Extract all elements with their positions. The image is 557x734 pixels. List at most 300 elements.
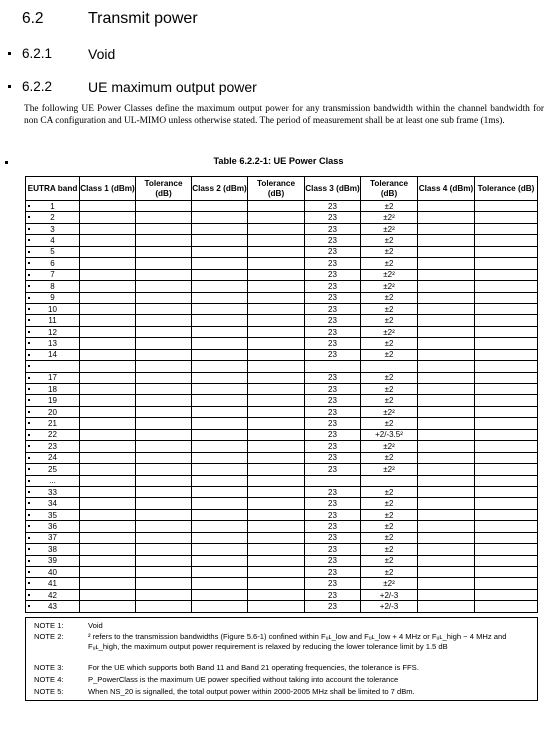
table-row xyxy=(26,395,538,406)
table-cell xyxy=(136,589,192,600)
table-cell: 23 xyxy=(305,464,361,475)
band-cell: 43 xyxy=(26,601,80,612)
table-cell: ±2² xyxy=(361,281,418,292)
band-cell: 11 xyxy=(26,315,80,326)
table-cell xyxy=(475,246,538,257)
band-cell: 2 xyxy=(26,212,80,223)
table-cell: ±2 xyxy=(361,509,418,520)
table-cell xyxy=(475,589,538,600)
table-cell xyxy=(136,567,192,578)
table-cell: ±2 xyxy=(361,292,418,303)
note-text: Void xyxy=(88,621,103,630)
power-class-table xyxy=(25,176,538,613)
table-cell: ±2 xyxy=(361,235,418,246)
note-text: For the UE which supports both Band 11 and Band 21 operating frequencies, the tolerance is FFS. xyxy=(88,663,419,672)
band-cell: 34 xyxy=(26,498,80,509)
table-cell xyxy=(192,429,248,440)
table-cell xyxy=(418,532,475,543)
band-cell: 42 xyxy=(26,589,80,600)
table-cell xyxy=(305,361,361,372)
table-cell xyxy=(136,361,192,372)
table-cell xyxy=(475,201,538,212)
table-cell xyxy=(80,521,136,532)
table-cell xyxy=(248,326,305,337)
band-cell: 12 xyxy=(26,326,80,337)
table-cell xyxy=(248,486,305,497)
table-cell xyxy=(248,441,305,452)
table-row xyxy=(26,372,538,383)
table-cell xyxy=(418,326,475,337)
band-cell: 24 xyxy=(26,452,80,463)
table-cell xyxy=(475,544,538,555)
table-cell: ±2² xyxy=(361,223,418,234)
table-row xyxy=(26,429,538,440)
table-cell xyxy=(192,578,248,589)
table-cell xyxy=(192,361,248,372)
table-cell xyxy=(248,532,305,543)
table-cell: ±2² xyxy=(361,578,418,589)
table-cell xyxy=(418,258,475,269)
note-text: When NS_20 is signalled, the total output power within 2000-2005 MHz shall be limited to 7 dBm. xyxy=(88,687,415,696)
table-cell xyxy=(136,521,192,532)
table-cell xyxy=(80,532,136,543)
table-cell xyxy=(475,269,538,280)
table-row xyxy=(26,406,538,417)
table-cell: ±2² xyxy=(361,441,418,452)
table-caption: Table 6.2.2-1: UE Power Class xyxy=(213,156,344,166)
table-row xyxy=(26,201,538,212)
table-cell xyxy=(248,303,305,314)
band-cell: 37 xyxy=(26,532,80,543)
table-row xyxy=(26,338,538,349)
table-cell xyxy=(475,532,538,543)
table-cell xyxy=(361,361,418,372)
table-cell: 23 xyxy=(305,452,361,463)
table-cell xyxy=(80,601,136,612)
table-cell: 23 xyxy=(305,338,361,349)
table-cell: 23 xyxy=(305,303,361,314)
table-cell xyxy=(248,498,305,509)
table-cell: ±2² xyxy=(361,326,418,337)
table-cell xyxy=(136,201,192,212)
band-cell: 38 xyxy=(26,544,80,555)
band-cell: 33 xyxy=(26,486,80,497)
table-cell xyxy=(475,486,538,497)
table-cell xyxy=(80,464,136,475)
table-cell xyxy=(80,578,136,589)
table-cell xyxy=(475,372,538,383)
table-cell xyxy=(136,395,192,406)
table-cell: 23 xyxy=(305,372,361,383)
table-cell: 23 xyxy=(305,349,361,360)
table-cell: 23 xyxy=(305,555,361,566)
table-cell xyxy=(475,498,538,509)
table-cell xyxy=(475,521,538,532)
table-cell xyxy=(418,567,475,578)
table-cell xyxy=(248,509,305,520)
table-cell xyxy=(418,521,475,532)
table-cell xyxy=(248,418,305,429)
table-cell xyxy=(80,395,136,406)
band-cell: 7 xyxy=(26,269,80,280)
table-cell: 23 xyxy=(305,258,361,269)
table-cell: ±2 xyxy=(361,303,418,314)
table-row xyxy=(26,441,538,452)
heading-title: Transmit power xyxy=(88,10,198,27)
table-cell xyxy=(80,349,136,360)
table-cell: 23 xyxy=(305,509,361,520)
table-cell xyxy=(248,429,305,440)
table-cell xyxy=(418,281,475,292)
band-cell: 4 xyxy=(26,235,80,246)
table-cell xyxy=(248,349,305,360)
band-cell: 40 xyxy=(26,567,80,578)
table-cell xyxy=(418,555,475,566)
heading-number: 6.2 xyxy=(22,10,44,27)
table-cell xyxy=(80,509,136,520)
table-cell xyxy=(418,338,475,349)
band-cell: 10 xyxy=(26,303,80,314)
table-cell: ±2² xyxy=(361,464,418,475)
table-cell: +2/-3 xyxy=(361,601,418,612)
table-cell: ±2 xyxy=(361,418,418,429)
table-cell: 23 xyxy=(305,384,361,395)
table-cell xyxy=(136,486,192,497)
column-header: EUTRA band xyxy=(26,177,80,201)
column-header: Class 2 (dBm) xyxy=(192,177,248,201)
table-cell xyxy=(136,372,192,383)
note-text: ² refers to the transmission bandwidths (Figure 5.6-1) confined within Fᵤʟ_low and Fᵤʟ_low + 4 MHz or Fᵤʟ_high − 4 MHz and Fᵤʟ_high, the maximum output power requirement is relaxed by reducing the lower tolerance limit by 1.5 dB xyxy=(88,632,507,651)
table-cell: ±2 xyxy=(361,544,418,555)
table-cell xyxy=(192,464,248,475)
table-cell xyxy=(248,544,305,555)
table-cell xyxy=(192,418,248,429)
table-cell xyxy=(418,235,475,246)
band-cell: 39 xyxy=(26,555,80,566)
table-cell xyxy=(418,498,475,509)
table-cell xyxy=(475,578,538,589)
table-cell: 23 xyxy=(305,223,361,234)
column-header: Class 1 (dBm) xyxy=(80,177,136,201)
band-cell: 1 xyxy=(26,201,80,212)
table-cell xyxy=(418,395,475,406)
table-cell: ±2 xyxy=(361,521,418,532)
table-cell: ±2 xyxy=(361,246,418,257)
column-header: Class 3 (dBm) xyxy=(305,177,361,201)
table-row xyxy=(26,384,538,395)
table-cell xyxy=(192,201,248,212)
table-row xyxy=(26,544,538,555)
table-cell xyxy=(192,406,248,417)
table-cell: ±2 xyxy=(361,486,418,497)
table-cell xyxy=(248,246,305,257)
paragraph-mark xyxy=(8,52,11,55)
table-cell: 23 xyxy=(305,406,361,417)
table-cell xyxy=(361,475,418,486)
table-cell xyxy=(418,418,475,429)
table-cell xyxy=(192,475,248,486)
band-cell: 35 xyxy=(26,509,80,520)
table-cell: 23 xyxy=(305,315,361,326)
table-cell xyxy=(248,269,305,280)
band-cell: 22 xyxy=(26,429,80,440)
table-row xyxy=(26,315,538,326)
table-cell xyxy=(192,315,248,326)
table-cell xyxy=(192,601,248,612)
table-cell xyxy=(475,258,538,269)
table-cell xyxy=(248,589,305,600)
table-cell xyxy=(136,418,192,429)
table-cell xyxy=(192,326,248,337)
band-cell: ... xyxy=(26,475,80,486)
table-cell xyxy=(475,338,538,349)
table-cell xyxy=(80,589,136,600)
band-cell: 23 xyxy=(26,441,80,452)
table-cell xyxy=(80,555,136,566)
table-cell: 23 xyxy=(305,395,361,406)
paragraph-mark xyxy=(8,85,11,88)
table-cell: ±2² xyxy=(361,212,418,223)
column-header: Tolerance (dB) xyxy=(361,177,418,201)
table-cell xyxy=(136,246,192,257)
table-row xyxy=(26,212,538,223)
table-cell xyxy=(248,395,305,406)
table-cell xyxy=(80,498,136,509)
table-cell xyxy=(418,361,475,372)
table-cell xyxy=(418,429,475,440)
table-cell xyxy=(192,223,248,234)
heading-title: UE maximum output power xyxy=(88,79,257,95)
table-cell xyxy=(80,486,136,497)
table-cell: 23 xyxy=(305,269,361,280)
table-cell xyxy=(80,372,136,383)
table-cell xyxy=(475,601,538,612)
table-cell: ±2 xyxy=(361,349,418,360)
table-cell xyxy=(248,201,305,212)
table-cell xyxy=(248,601,305,612)
table-cell xyxy=(248,521,305,532)
table-cell: ±2 xyxy=(361,315,418,326)
table-body xyxy=(26,201,538,613)
band-cell: 3 xyxy=(26,223,80,234)
table-row xyxy=(26,292,538,303)
band-cell: 36 xyxy=(26,521,80,532)
band-cell: 41 xyxy=(26,578,80,589)
table-cell xyxy=(248,281,305,292)
table-cell: 23 xyxy=(305,418,361,429)
table-cell xyxy=(475,555,538,566)
table-cell xyxy=(192,303,248,314)
table-row xyxy=(26,258,538,269)
table-cell xyxy=(136,464,192,475)
table-cell xyxy=(192,338,248,349)
table-cell xyxy=(418,303,475,314)
table-cell xyxy=(418,372,475,383)
table-cell xyxy=(136,281,192,292)
table-cell xyxy=(80,201,136,212)
table-cell xyxy=(418,212,475,223)
table-cell xyxy=(192,235,248,246)
table-cell xyxy=(192,521,248,532)
table-cell: 23 xyxy=(305,578,361,589)
table-cell xyxy=(475,509,538,520)
table-cell xyxy=(475,452,538,463)
heading-number: 6.2.1 xyxy=(22,46,53,61)
table-row xyxy=(26,269,538,280)
table-cell: ±2 xyxy=(361,384,418,395)
table-cell xyxy=(136,292,192,303)
table-cell xyxy=(80,292,136,303)
table-cell xyxy=(192,589,248,600)
table-cell xyxy=(136,452,192,463)
table-cell xyxy=(475,212,538,223)
table-row xyxy=(26,601,538,612)
heading-title: Void xyxy=(88,46,116,62)
table-cell xyxy=(80,418,136,429)
table-cell xyxy=(418,589,475,600)
heading-number: 6.2.2 xyxy=(22,79,53,94)
table-row xyxy=(26,578,538,589)
note-label: NOTE 4: xyxy=(34,675,64,684)
table-cell xyxy=(136,498,192,509)
table-cell xyxy=(475,315,538,326)
table-cell xyxy=(80,326,136,337)
table-cell xyxy=(418,406,475,417)
band-cell: 8 xyxy=(26,281,80,292)
table-cell xyxy=(80,452,136,463)
column-header: Class 4 (dBm) xyxy=(418,177,475,201)
table-cell xyxy=(80,315,136,326)
table-cell: +2/-3.5² xyxy=(361,429,418,440)
table-cell xyxy=(136,578,192,589)
table-cell xyxy=(136,315,192,326)
table-cell xyxy=(418,315,475,326)
table-cell xyxy=(475,418,538,429)
table-cell xyxy=(136,384,192,395)
table-cell xyxy=(418,464,475,475)
table-cell xyxy=(136,326,192,337)
band-cell: 19 xyxy=(26,395,80,406)
table-cell xyxy=(418,441,475,452)
table-cell: ±2 xyxy=(361,338,418,349)
table-cell xyxy=(192,292,248,303)
table-cell xyxy=(248,292,305,303)
table-cell xyxy=(136,555,192,566)
table-cell xyxy=(475,349,538,360)
band-cell: 5 xyxy=(26,246,80,257)
table-cell: ±2 xyxy=(361,452,418,463)
table-row xyxy=(26,246,538,257)
table-cell xyxy=(80,406,136,417)
table-cell xyxy=(136,406,192,417)
table-cell xyxy=(136,349,192,360)
table-row xyxy=(26,509,538,520)
table-cell xyxy=(192,498,248,509)
table-cell xyxy=(80,246,136,257)
table-cell xyxy=(248,406,305,417)
notes-box xyxy=(25,617,538,701)
table-cell xyxy=(418,223,475,234)
table-cell xyxy=(136,544,192,555)
table-cell xyxy=(80,361,136,372)
table-cell xyxy=(192,269,248,280)
band-cell: 25 xyxy=(26,464,80,475)
table-cell xyxy=(248,475,305,486)
table-cell: ±2 xyxy=(361,532,418,543)
table-cell xyxy=(475,429,538,440)
band-cell: 20 xyxy=(26,406,80,417)
table-cell xyxy=(80,567,136,578)
note-label: NOTE 2: xyxy=(34,632,64,641)
table-row xyxy=(26,498,538,509)
table-cell: ±2 xyxy=(361,555,418,566)
table-cell xyxy=(475,223,538,234)
band-cell: 18 xyxy=(26,384,80,395)
table-cell xyxy=(192,486,248,497)
table-row xyxy=(26,223,538,234)
table-cell xyxy=(80,269,136,280)
table-row xyxy=(26,235,538,246)
table-cell: ±2 xyxy=(361,567,418,578)
table-cell xyxy=(136,509,192,520)
table-cell xyxy=(418,201,475,212)
table-cell xyxy=(80,223,136,234)
table-cell xyxy=(475,292,538,303)
table-cell: 23 xyxy=(305,429,361,440)
table-cell: ±2 xyxy=(361,201,418,212)
table-cell: 23 xyxy=(305,212,361,223)
table-cell xyxy=(136,475,192,486)
table-row xyxy=(26,418,538,429)
table-cell xyxy=(192,372,248,383)
table-cell: ±2 xyxy=(361,498,418,509)
table-cell xyxy=(80,212,136,223)
table-cell xyxy=(475,441,538,452)
band-cell: 14 xyxy=(26,349,80,360)
table-cell: 23 xyxy=(305,246,361,257)
table-cell: 23 xyxy=(305,486,361,497)
table-cell xyxy=(475,395,538,406)
column-header: Tolerance (dB) xyxy=(136,177,192,201)
table-cell xyxy=(80,338,136,349)
table-cell xyxy=(80,475,136,486)
table-cell xyxy=(136,212,192,223)
table-cell xyxy=(136,235,192,246)
table-cell xyxy=(248,464,305,475)
table-cell xyxy=(248,235,305,246)
table-cell xyxy=(80,235,136,246)
table-cell xyxy=(418,269,475,280)
table-cell xyxy=(475,303,538,314)
table-cell xyxy=(475,235,538,246)
table-cell xyxy=(192,384,248,395)
table-cell xyxy=(80,281,136,292)
table-cell xyxy=(248,258,305,269)
table-cell xyxy=(136,338,192,349)
table-cell xyxy=(136,269,192,280)
table-cell xyxy=(80,441,136,452)
table-cell xyxy=(418,578,475,589)
table-cell: ±2 xyxy=(361,258,418,269)
table-row xyxy=(26,303,538,314)
table-cell: ±2 xyxy=(361,372,418,383)
table-cell: 23 xyxy=(305,326,361,337)
table-cell xyxy=(80,384,136,395)
table-cell xyxy=(80,303,136,314)
table-cell xyxy=(136,429,192,440)
band-cell xyxy=(26,361,80,372)
band-cell: 9 xyxy=(26,292,80,303)
